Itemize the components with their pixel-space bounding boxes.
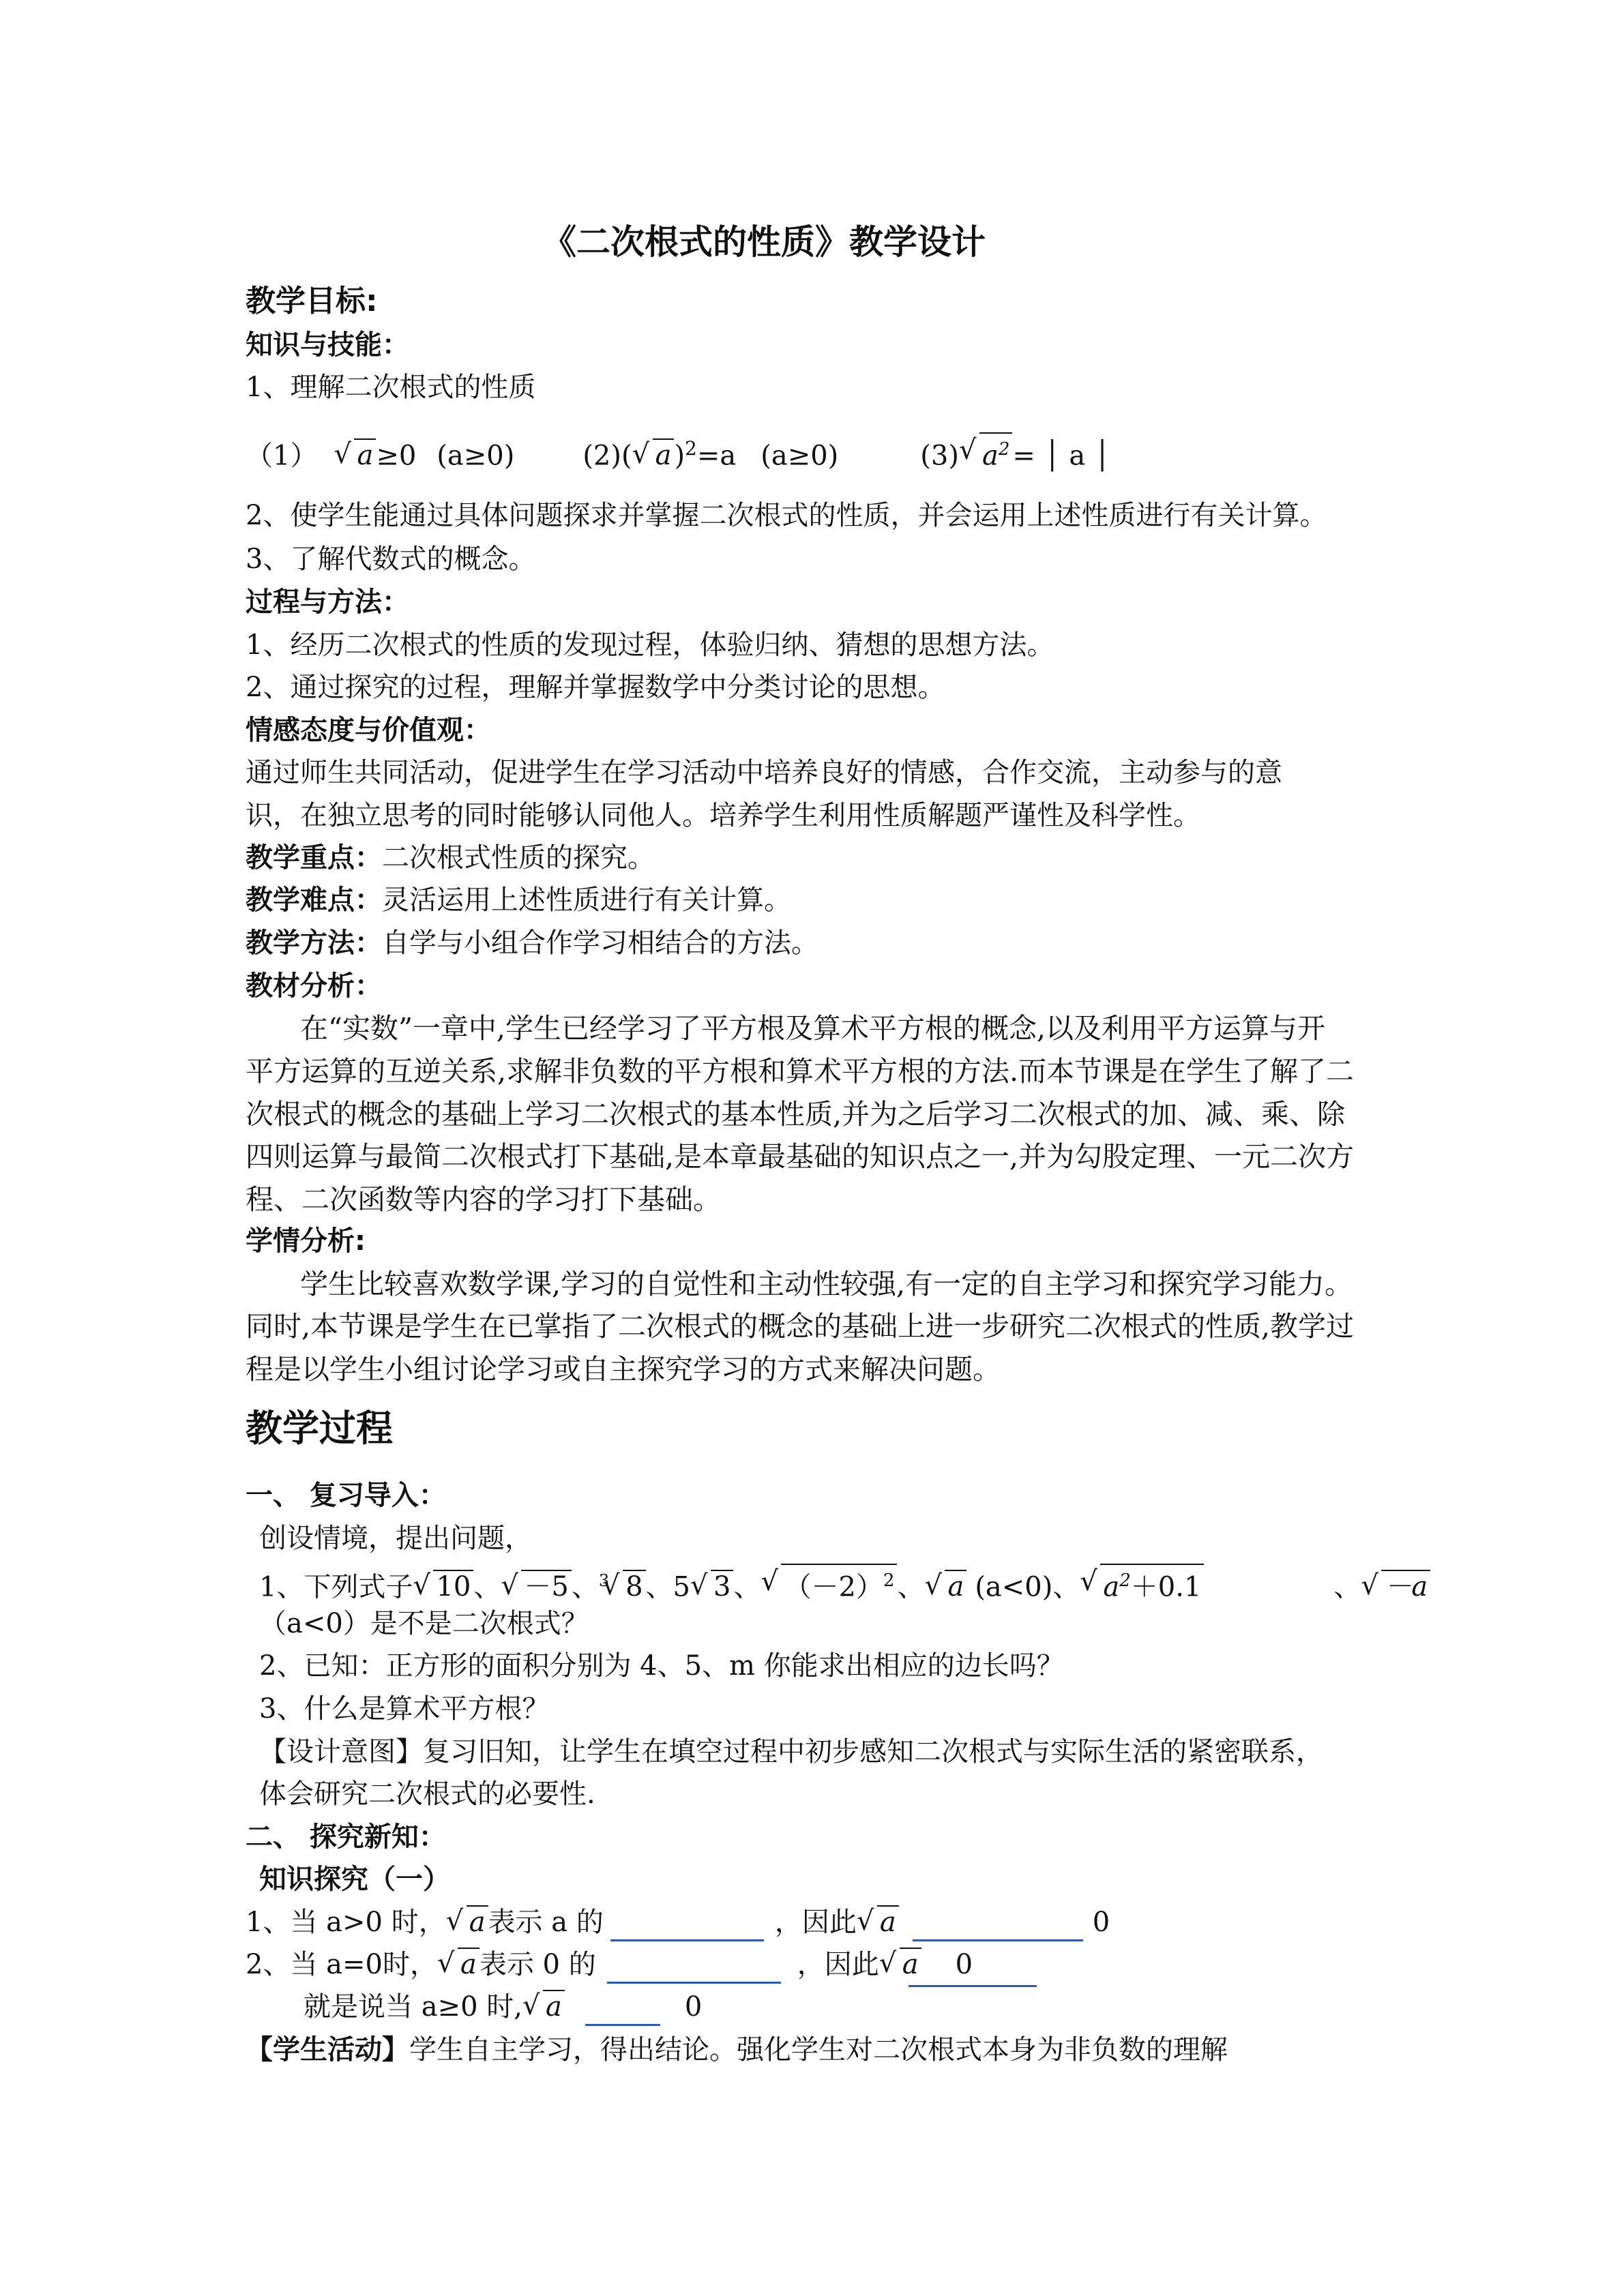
emotion-line-1: 通过师生共同活动，促进学生在学习活动中培养良好的情感，合作交流，主动参与的意 [246,757,1282,788]
student-line-2: 同时,本节课是学生在已掌指了二次根式的概念的基础上进一步研究二次根式的性质,教学过 [246,1310,1355,1343]
sqrt-neg5: √ －5 [501,1568,571,1606]
blank-1b[interactable] [913,1912,1083,1941]
review-heading: 一、 复习导入： [246,1480,446,1511]
knowledge-item-2: 2、使学生能通过具体问题探求并掌握二次根式的性质，并会运用上述性质进行有关计算。 [246,500,1327,531]
material-line-1: 在“实数”一章中,学生已经学习了平方根及算术平方根的概念,以及利用平方运算与开 [300,1012,1325,1045]
blank-1a[interactable] [610,1912,764,1941]
fill-in-1: 1、当 a>0 时，√ a 表示 a 的 ，因此√ a 0 [246,1903,1110,1941]
sqrt-neg2-squared: √ $(-2)^2$ [761,1564,897,1606]
prop2-close: ) [674,440,685,472]
sqrt-a2-plus-01: √ $a^2+0.1$ [1080,1564,1204,1606]
sqrt-neg-a: √ －a [1361,1568,1430,1606]
key-point [246,839,655,877]
key-point-label: 教学重点： [246,842,382,874]
prop2-exponent: 2 [685,437,697,460]
prop2-condition: (a≥0) [761,440,839,472]
sqrt-3: √ 3 [690,1568,733,1606]
question-1: 1、下列式子√ 10 、√ －5 、$^3$√ 8 、5√ 3 、√ $(-2)^2$ 、√ a (a<0)、√ $a^2+0.1$ 、√ －a [259,1562,1430,1606]
prop2-eq: =a [696,440,737,472]
teaching-method [246,924,818,962]
material-line-5: 程、二次函数等内容的学习打下基础。 [246,1183,721,1216]
emotion-heading: 情感态度与价值观： [246,715,491,746]
difficulty-point [246,881,791,919]
fill-in-2: 2、当 a=0时，√ a 表示 0 的 ，因此√ a 0 [246,1945,973,1984]
difficulty-text: 灵活运用上述性质进行有关计算。 [382,884,791,916]
sqrt-a2-expr: √ $a^2$ [959,432,1012,475]
student-heading: 学情分析: [246,1225,366,1257]
knowledge-item-3: 3、了解代数式的概念。 [246,543,536,575]
activity-text: 学生自主学习，得出结论。强化学生对二次根式本身为非负数的理解 [409,2034,1228,2066]
teaching-process-heading: 教学过程 [246,1407,393,1450]
blank-3[interactable] [585,1997,660,2026]
prop2-label: (2)( [582,440,632,472]
fill-in-3: 就是说当 a≥0 时,√ a 0 [304,1988,702,2026]
question-1-cont: （a<0）是不是二次根式？ [259,1608,589,1639]
method-label: 教学方法： [246,927,382,959]
material-heading: 教材分析： [246,970,382,1002]
explore-subheading: 知识探究（一） [259,1864,450,1895]
design-intent-2: 体会研究二次根式的必要性. [259,1778,595,1810]
sqrt-10: √ 10 [413,1568,473,1606]
material-line-4: 四则运算与最简二次根式打下基础,是本章最基础的知识点之一,并为勾股定理、一元二次方 [246,1140,1355,1173]
scenario-text: 创设情境，提出问题， [259,1523,532,1554]
blank-2b[interactable] [909,1985,1037,1987]
knowledge-heading: 知识与技能： [246,329,409,361]
prop3-eq: = │ a │ [1012,440,1111,472]
activity-label: 【学生活动】 [246,2034,409,2066]
student-line-1: 学生比较喜欢数学课,学习的自觉性和主动性较强,有一定的自主学习和探究学习能力。 [300,1268,1353,1300]
sqrt-a-q1: √ a [924,1568,966,1606]
blank-2a[interactable] [607,1954,781,1984]
sqrt-a-expr-2: √ a [632,436,675,475]
material-line-2: 平方运算的互逆关系,求解非负数的平方根和算术平方根的方法.而本节课是在学生了解了二 [246,1055,1355,1088]
cube-root-index: 3 [598,1571,610,1590]
goals-heading: 教学目标: [246,284,378,318]
sqrt-a-expr: √ a [334,436,376,475]
method-text: 自学与小组合作学习相结合的方法。 [382,927,818,959]
process-item-1: 1、经历二次根式的性质的发现过程，体验归纳、猜想的思想方法。 [246,629,1054,661]
key-point-text: 二次根式性质的探究。 [382,842,655,874]
student-activity [246,2031,1228,2069]
question-3: 3、什么是算术平方根？ [259,1693,550,1725]
property-formulas [246,430,1110,475]
prop1-label: （1） [246,440,318,472]
prop1-condition: (a≥0) [437,440,515,472]
page-title: 《二次根式的性质》教学设计 [542,222,986,262]
emotion-line-2: 识，在独立思考的同时能够认同他人。培养学生利用性质解题严谨性及科学性。 [246,800,1200,831]
process-item-2: 2、通过探究的过程，理解并掌握数学中分类讨论的思想。 [246,672,945,703]
prop1-tail: ≥0 [376,440,417,472]
material-line-3: 次根式的概念的基础上学习二次根式的基本性质,并为之后学习二次根式的加、减、乘、除 [246,1098,1346,1131]
design-intent-1: 【设计意图】复习旧知，让学生在填空过程中初步感知二次根式与实际生活的紧密联系， [259,1736,1323,1768]
prop3-label: (3) [920,440,959,472]
student-line-3: 程是以学生小组讨论学习或自主探究学习的方式来解决问题。 [246,1353,1001,1386]
question-2: 2、已知：正方形的面积分别为 4、5、m 你能求出相应的边长吗？ [259,1650,1064,1682]
cbrt-8: √ 8 [602,1568,645,1606]
difficulty-label: 教学难点： [246,884,382,916]
explore-heading: 二、 探究新知： [246,1821,446,1853]
knowledge-item-1: 1、理解二次根式的性质 [246,372,536,403]
process-heading: 过程与方法： [246,586,409,618]
